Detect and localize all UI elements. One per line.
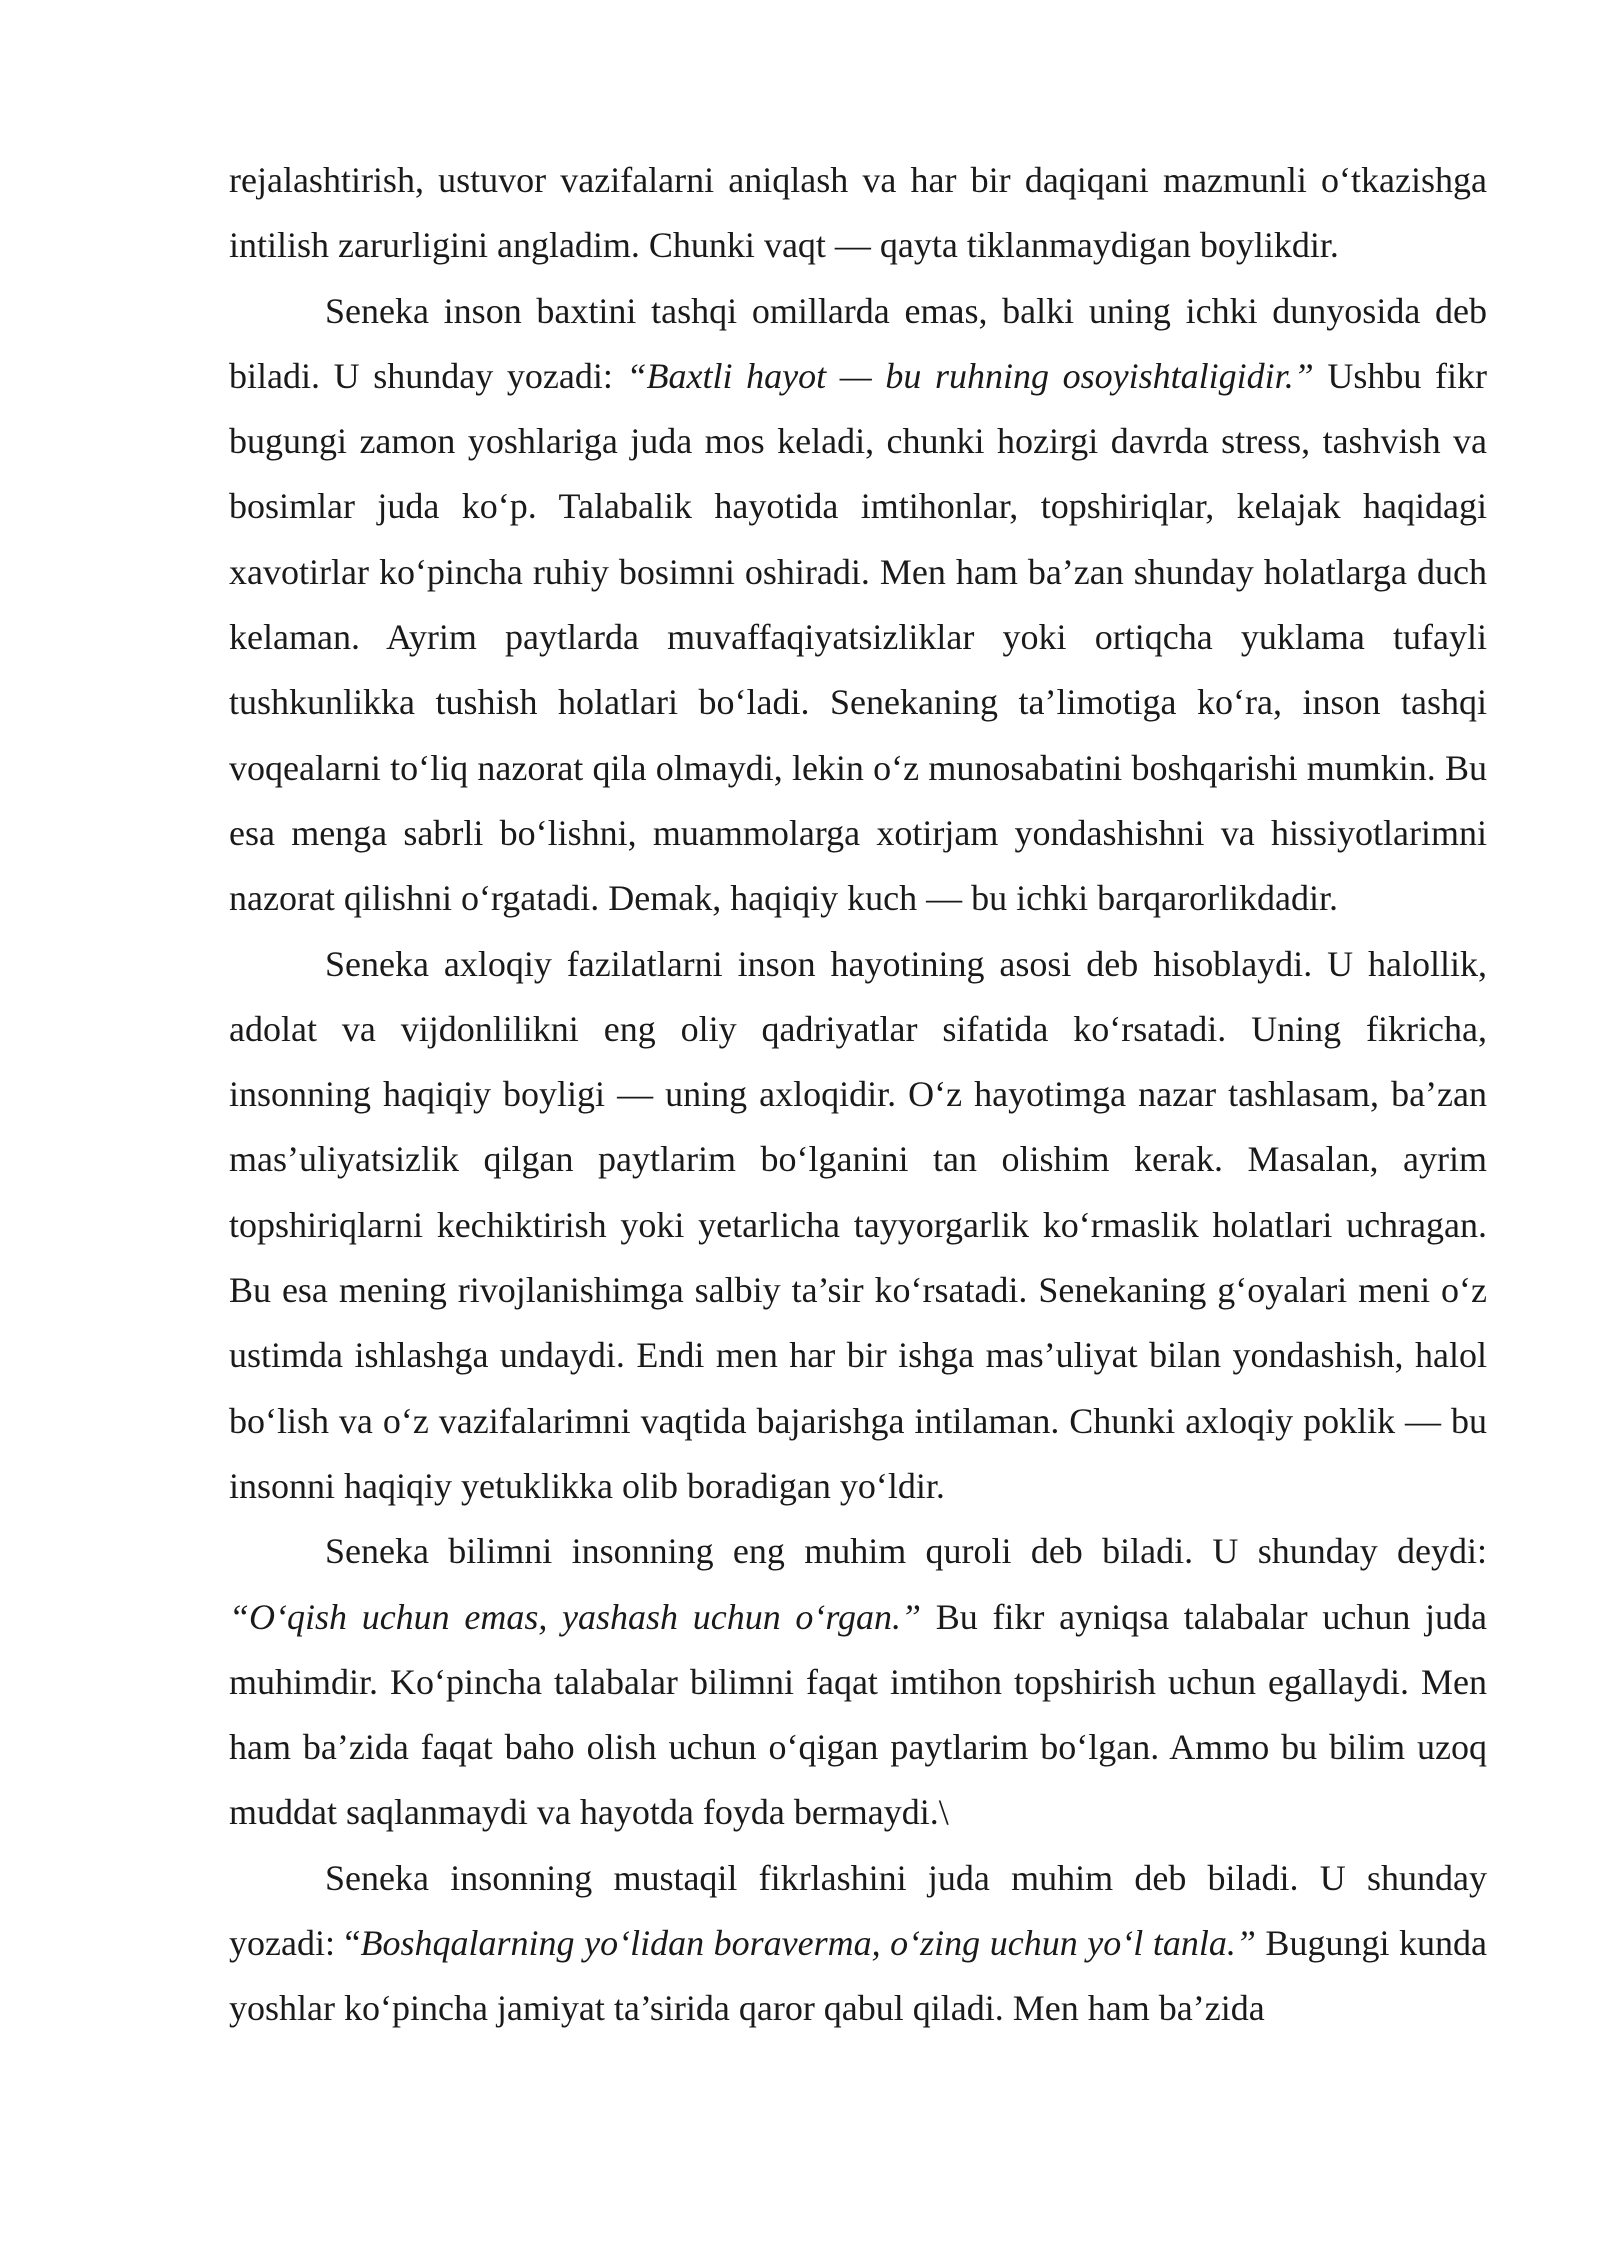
document-body <box>229 148 1487 2042</box>
paragraph-3-text: Seneka axloqiy fazilatlarni inson hayotining asosi deb hisoblaydi. U halollik, adolat va vijdonlilikni eng oliy qadriyatlar sifatida ko‘rsatadi. Uning fikricha, insonning haqiqiy boyligi — uning axloqidir. O‘z hayotimga nazar tashlasam, ba’zan mas’uliyatsizlik qilgan paytlarim bo‘lganini tan olishim kerak. Masalan, ayrim topshiriqlarni kechiktirish yoki yetarlicha tayyorgarlik ko‘rmaslik holatlari uchragan. Bu esa mening rivojlanishimga salbiy ta’sir ko‘rsatadi. Senekaning g‘oyalari meni o‘z ustimda ishlashga undaydi. Endi men har bir ishga mas’uliyat bilan yondashish, halol bo‘lish va o‘z vazifalarimni vaqtida bajarishga intilaman. Chunki axloqiy poklik — bu insonni haqiqiy yetuklikka olib boradigan yo‘ldir. <box>229 943 1487 1506</box>
paragraph-2 <box>229 279 1487 932</box>
paragraph-5-text-b: Bugungi kunda yoshlar ko‘pincha jamiyat ta’sirida qaror qabul qiladi. Men ham ba’zida <box>229 1923 1487 2029</box>
paragraph-5-text-a: Seneka insonning mustaqil fikrlashini juda muhim deb biladi. U shunday yozadi: “ <box>229 1857 1487 1964</box>
paragraph-3 <box>229 932 1487 1520</box>
paragraph-2-text-a: Seneka inson baxtini tashqi omillarda emas, balki uning ichki dunyosida deb biladi. U shunday yozadi: <box>229 290 1487 396</box>
paragraph-2-text-b: Ushbu fikr bugungi zamon yoshlariga juda mos keladi, chunki hozirgi davrda stress, tashvish va bosimlar juda ko‘p. Talabalik hayotida imtihonlar, topshiriqlar, kelajak haqidagi xavotirlar ko‘pincha ruhiy bosimni oshiradi. Men ham ba’zan shunday holatlarga duch kelaman. Ayrim paytlarda muvaffaqiyatsizliklar yoki ortiqcha yuklama tufayli tushkunlikka tushish holatlari bo‘ladi. Senekaning ta’limotiga ko‘ra, inson tashqi voqealarni to‘liq nazorat qila olmaydi, lekin o‘z munosabatini boshqarishi mumkin. Bu esa menga sabrli bo‘lishni, muammolarga xotirjam yondashishni va hissiyotlarimni nazorat qilishni o‘rgatadi. Demak, haqiqiy kuch — bu ichki barqarorlikdadir. <box>229 355 1487 919</box>
paragraph-5-quote: Boshqalarning yo‘lidan boraverma, o‘zing uchun yo‘l tanla.” <box>360 1923 1256 1964</box>
paragraph-5 <box>229 1846 1487 2042</box>
paragraph-2-quote: “Baxtli hayot — bu ruhning osoyishtaligidir.” <box>626 355 1314 396</box>
paragraph-4-quote: “O‘qish uchun emas, yashash uchun o‘rgan.” <box>229 1596 922 1637</box>
paragraph-4-text-a: Seneka bilimni insonning eng muhim quroli deb biladi. U shunday deydi: <box>325 1531 1487 1572</box>
paragraph-4-text-b: Bu fikr ayniqsa talabalar uchun juda muhimdir. Ko‘pincha talabalar bilimni faqat imtihon topshirish uchun egallaydi. Men ham ba’zida faqat baho olish uchun o‘qigan paytlarim bo‘lgan. Ammo bu bilim uzoq muddat saqlanmaydi va hayotda foyda bermaydi.\ <box>229 1596 1487 1833</box>
paragraph-1-text: rejalashtirish, ustuvor vazifalarni aniqlash va har bir daqiqani mazmunli o‘tkazishga intilish zarurligini angladim. Chunki vaqt — qayta tiklanmaydigan boylikdir. <box>229 160 1487 266</box>
paragraph-1 <box>229 148 1487 279</box>
paragraph-4 <box>229 1519 1487 1845</box>
